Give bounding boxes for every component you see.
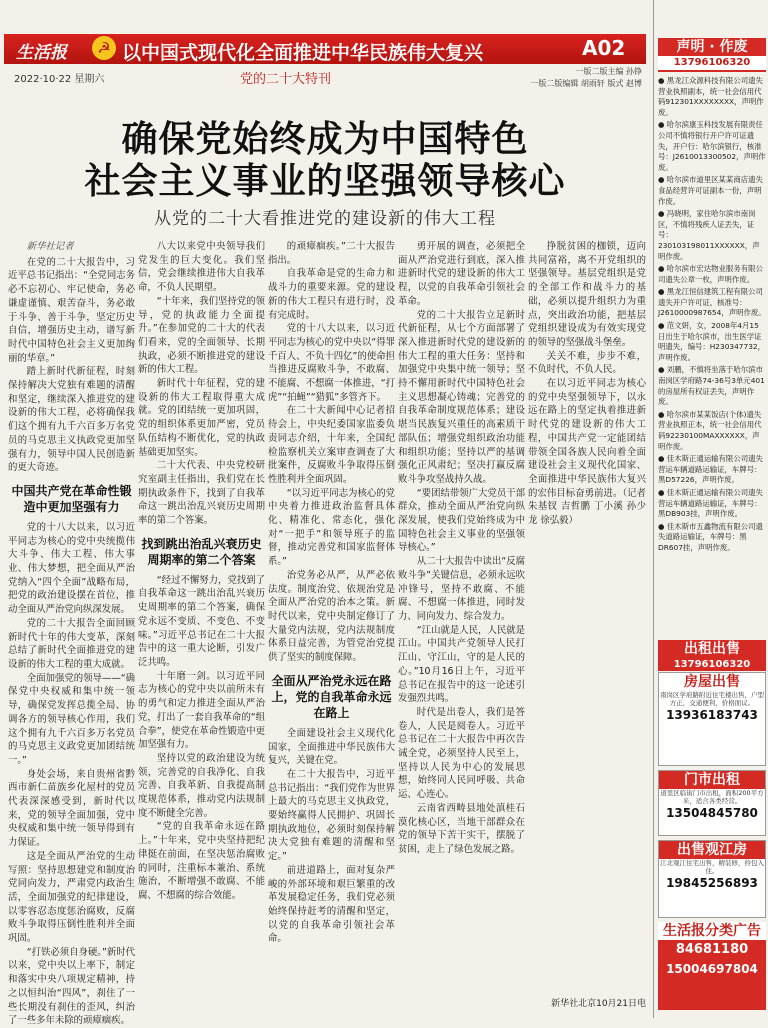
ad-text: 南岗区学府路附近住宅楼出售，户型方正，交通便利，价格面议。 <box>660 691 764 707</box>
ad-shop-rent <box>658 770 766 836</box>
paragraph: 新时代十年征程，党的建设新的伟大工程取得重大成就。党的团结统一更加巩固，党的组织体系更加严密，党员队伍结构不断优化，党的执政基础更加坚实。 <box>138 378 265 458</box>
ad-phone: 15004697804 <box>666 962 758 976</box>
paragraph: “以习近平同志为核心的党中央着力推进政治监督具体化、精准化、常态化，强化对“一把手”和领导班子的监督，推动完善党和国家监督体系。” <box>268 487 395 568</box>
notice-item: ● 哈尔滨康玉科技发展有限责任公司不慎将银行开户许可证遗失，开户行：哈尔滨银行，核准号：J2610013300502，声明作废。 <box>658 120 766 172</box>
paragraph: 全面加强党的领导——“确保党中央权威和集中统一领导，确保党发挥总揽全局、协调各方的领导核心作用，我们这个拥有九千六百多万名党员的马克思主义政党更加团结统一。” <box>8 672 135 766</box>
paragraph: 在二十大报告中，习近平总书记指出：“我们党作为世界上最大的马克思主义执政党，要始终赢得人民拥护、巩固长期执政地位，必须时刻保持解决大党独有难题的清醒和坚定。” <box>268 768 395 863</box>
paragraph: “党的自我革命永远在路上。”十年来，党中央坚持把纪律挺在前面，在坚决惩治腐败的同时，注重标本兼治、系统施治，不断增强不敢腐、不能腐、不想腐的综合效能。 <box>138 821 265 901</box>
dateline: 新华社北京10月21日电 <box>551 999 646 1009</box>
masthead <box>0 0 650 90</box>
paragraph: 在二十大新闻中心记者招待会上，中央纪委国家监委负责同志介绍，十年来，全国纪检监察机关立案审查调查了大批案件，反腐败斗争取得压倒性胜利并全面巩固。 <box>268 405 395 485</box>
paragraph: 身处会场，来自贵州省黔西市新仁苗族乡化屋村的党员代表深深感受到，新时代以来，党的领导全面加强，党中央权威和集中统一领导得到有力保证。 <box>8 768 135 849</box>
ad-classifieds <box>658 922 766 1010</box>
page-number: A02 <box>582 36 626 60</box>
article-column-4 <box>398 240 525 1010</box>
section-heading: 中国共产党在革命性锻造中更加坚强有力 <box>11 483 132 514</box>
paragraph: 党的十八大以来，以习近平同志为核心的党中央统揽伟大斗争、伟大工程、伟大事业、伟大梦想，把全面从严治党纳入“四个全面”战略布局，把党的政治建设摆在首位，推动全面从严治党向纵深发展。 <box>8 521 135 616</box>
ad-phone: 13936183743 <box>666 708 758 722</box>
editor-credits <box>522 66 642 90</box>
paragraph: 在以习近平同志为核心的党中央坚强领导下，以永远在路上的坚定执着推进新时代党的建设新的伟大工程，中国共产党一定能团结带领全国各族人民向着全面建设社会主义现代化国家、全面推进中华民族伟大复兴的宏伟目标奋勇前进。（记者 朱基钗 吉哲鹏 丁小溪 孙少龙 徐弘毅） <box>528 378 646 527</box>
article-column-1 <box>8 240 135 1027</box>
paragraph: “要团结带领广大党员干部群众，推动全面从严治党向纵深发展，使我们党始终成为中国特色社会主义事业的坚强领导核心。” <box>398 487 525 554</box>
paragraph: “江山就是人民，人民就是江山。中国共产党领导人民打江山、守江山，守的是人民的心。”10月16日上午，习近平总书记在报告中的这一论述引发强烈共鸣。 <box>398 624 525 705</box>
paragraph: 云南省西畴县地处滇桂石漠化核心区，当地干部群众在党的领导下苦干实干，摆脱了贫困，走上了绿色发展之路。 <box>398 802 525 855</box>
article-headline <box>0 118 650 202</box>
notice-item: ● 冯晓明，家住哈尔滨市南岗区，不慎将残疾人证丢失，证号：230103198011XXXXXX，声明作废。 <box>658 209 760 261</box>
paragraph: 前进道路上，面对复杂严峻的外部环境和艰巨繁重的改革发展稳定任务，我们党必须始终保持赶考的清醒和坚定，以党的自我革命引领社会革命。 <box>268 864 395 945</box>
article-column-5 <box>528 240 646 1010</box>
paragraph: 八大以来党中央领导我们党发生的巨大变化。我们坚信，党会继续推进伟大自我革命，不负人民期望。 <box>138 241 265 294</box>
ad-rent-sale <box>658 640 766 671</box>
banner-slogan: 以中国式现代化全面推进中华民族伟大复兴 <box>122 42 484 64</box>
notice-item: ● 佳木斯正通运输有限公司遗失营运车辆道路运输证，车牌号：黑D57226，声明作废。 <box>658 454 763 485</box>
classifieds-sidebar <box>653 0 768 1018</box>
notice-item: ● 刘鹏，不慎将坐落于哈尔滨市南岗区学府路74-36号3单元401的房屋所有权证丢失，声明作废。 <box>658 365 765 407</box>
ad-phone: 13504845780 <box>666 806 758 820</box>
ad-riverside-house <box>658 840 766 918</box>
ad-house-sale <box>658 672 766 766</box>
ad-title: 出售观江房 <box>659 841 765 859</box>
paragraph: 十年磨一剑。以习近平同志为核心的党中央以前所未有的勇气和定力推进全面从严治党，打出了一套自我革命的“组合拳”，使党在革命性锻造中更加坚强有力。 <box>138 670 265 751</box>
article-column-2 <box>138 240 265 1010</box>
notice-item: ● 佳木斯正通运输有限公司遗失营运车辆道路运输证，车牌号：黑DB903挂，声明作废。 <box>658 487 763 519</box>
headline-line: 确保党始终成为中国特色 <box>121 118 529 160</box>
paragraph: “打铁必须自身硬。”新时代以来，党中央以上率下，制定和落实中央八项规定精神，持之以恒纠治“四风”，刹住了一些长期没有刹住的歪风，纠治了一些多年未除的顽瘴痼疾。 <box>8 946 135 1027</box>
paragraph: 的顽瘴痼疾。”二十大报告指出。 <box>268 241 395 266</box>
newspaper-logo: 生活报 <box>16 43 67 63</box>
paragraph: 这是全面从严治党的生动写照：坚持思想建党和制度治党同向发力，严肃党内政治生活，全面加强党的纪律建设，以零容忍态度惩治腐败，反腐败斗争取得压倒性胜利并全面巩固。 <box>8 850 135 945</box>
ad-phone: 13796106320 <box>658 658 766 671</box>
paragraph: 坚持以党的政治建设为统领，完善党的自我净化、自我完善、自我革新、自我提高制度规范体系，推动党内法规制度不断健全完善。 <box>138 752 265 819</box>
paragraph: 党的二十大报告全面回顾新时代十年的伟大变革，深刻总结了新时代全面推进党的建设新的伟大工程的重大成就。 <box>8 617 135 670</box>
section-heading: 找到跳出治乱兴衰历史周期率的第二个答案 <box>141 536 262 567</box>
paragraph: “十年来，我们坚持党的领导，党的执政能力全面提升。”在参加党的二十大的代表们看来，党的全面领导、长期执政，必须不断推进党的建设新的伟大工程。 <box>138 295 265 376</box>
notice-item: ● 哈尔滨市某某饭店(个体)遗失营业执照正本，统一社会信用代码92230100MAXXXXXX，声明作废。 <box>658 409 762 451</box>
notice-item: ● 哈尔滨市宏达物业服务有限公司遗失公章一枚，声明作废。 <box>658 264 763 284</box>
paragraph: 时代是出卷人，我们是答卷人，人民是阅卷人。习近平总书记在二十大报告中再次告诫全党，必须坚持人民至上，坚持以人民为中心的发展思想，始终同人民同呼吸、共命运、心连心。 <box>398 706 525 801</box>
byline: 新华社记者 <box>26 241 74 252</box>
headline-line: 社会主义事业的坚强领导核心 <box>84 160 566 202</box>
editor-line: 一版二版编辑 胡雨轩 版式 赵博 <box>530 79 642 88</box>
paragraph: 挣脱贫困的枷锁，迈向共同富裕，离不开党组织的坚强领导。基层党组织是党的全部工作和战斗力的基础，必须以提升组织力为重点，突出政治功能，把基层党组织建设成为有效实现党的领导的坚强战斗堡垒。 <box>528 241 646 348</box>
ad-title: 门市出租 <box>659 771 765 789</box>
paragraph: 二十大代表、中央党校研究室副主任指出，我们党在长期执政条件下，找到了自我革命这一跳出治乱兴衰历史周期率的第二个答案。 <box>138 460 265 527</box>
paragraph: 在党的二十大报告中，习近平总书记指出：“全党同志务必不忘初心、牢记使命，务必谦虚谨慎、艰苦奋斗，务必敢于斗争、善于斗争，坚定历史自信，增强历史主动，谱写新时代中国特色社会主义更加绚丽的华章。” <box>8 256 135 364</box>
section-heading: 全面从严治党永远在路上，党的自我革命永远在路上 <box>271 673 392 720</box>
editor-line: 一版二版主编 孙铮 <box>575 67 642 76</box>
ad-phone: 19845256893 <box>666 876 758 890</box>
ad-title: 房屋出售 <box>684 674 740 690</box>
paragraph: 党的十八大以来，以习近平同志为核心的党中央以“得罪千百人、不负十四亿”的使命担当推进反腐败斗争，不敢腐、不能腐、不想腐一体推进，“打虎”“拍蝇”“猎狐”多管齐下。 <box>268 323 395 403</box>
paragraph: 从二十大报告中读出“反腐败斗争”关键信息，必须永远吹冲锋号，坚持不敢腐、不能腐、不想腐一体推进，同时发力、同向发力、综合发力。 <box>398 556 525 622</box>
paragraph: 治党务必从严，从严必依法度。制度治党、依规治党是全面从严治党的治本之策。新时代以来，党中央制定修订了大量党内法规，党内法规制度体系日益完善，为管党治党提供了坚实的制度保障。 <box>268 569 395 664</box>
paragraph: 关关不难，步步不难，不负时代，不负人民。 <box>528 350 646 376</box>
ad-title: 生活报分类广告 <box>658 922 766 940</box>
notice-item: ● 佳木斯市五鑫物流有限公司遗失道路运输证，车牌号：黑DR607挂，声明作废。 <box>658 521 763 552</box>
notices-title: 声明 · 作废 <box>676 39 748 55</box>
notice-item: ● 黑龙江恒信建筑工程有限公司遗失开户许可证，核准号：J2610000987654，声明作废。 <box>658 287 766 318</box>
paragraph: “经过不懈努力，党找到了自我革命这一跳出治乱兴衰历史周期率的第二个答案，确保党永远不变质、不变色、不变味。”习近平总书记在二十大报告中的这一重大论断，引发广泛共鸣。 <box>138 574 265 668</box>
paragraph: 全面建设社会主义现代化国家，全面推进中华民族伟大复兴，关键在党。 <box>268 727 395 767</box>
notice-item: ● 哈尔滨市道里区某某商店遗失食品经营许可证副本一份，声明作废。 <box>658 175 763 206</box>
ad-text: 道里区临街门市出租，面积200平方米，适合各类经营。 <box>660 789 764 805</box>
party-emblem-icon: ☭ <box>92 36 116 60</box>
special-edition-title: 党的二十大特刊 <box>240 72 332 87</box>
ad-text: 江北观江住宅出售，精装修，拎包入住。 <box>660 859 764 875</box>
paragraph: 踏上新时代新征程，时刻保持解决大党独有难题的清醒和坚定，继续深入推进党的建设新的伟大工程，必将确保我们这个拥有九千六百多万名党员的马克思主义执政党更加坚强有力，领导中国人民创造新的更大奇迹。 <box>8 366 135 474</box>
issue-date: 2022·10·22 星期六 <box>14 74 105 85</box>
notice-item: ● 范文妍，女，2008年4月15日出生于哈尔滨市，出生医学证明遗失，编号：H230347732，声明作废。 <box>658 321 766 362</box>
article-subhead: 从党的二十大看推进党的建设新的伟大工程 <box>154 209 496 229</box>
notice-list <box>658 76 766 636</box>
paragraph: 党的二十大报告立足新时代新征程，从七个方面部署了深入推进新时代党的建设新的伟大工程的重大任务：坚持和加强党中央集中统一领导；坚持不懈用新时代中国特色社会主义思想凝心铸魂；完善党的自我革命制度规范体系；建设堪当民族复兴重任的高素质干部队伍；增强党组织政治功能和组织功能；坚持以严的基调强化正风肃纪；坚决打赢反腐败斗争攻坚战持久战。 <box>398 309 525 485</box>
notice-item: ● 黑龙江众源科技有限公司遗失营业执照副本，统一社会信用代码912301XXXXXXXX，声明作废。 <box>658 76 764 117</box>
paragraph: 自我革命是党的生命力和战斗力的重要来源。党的建设新的伟大工程只有进行时，没有完成时。 <box>268 268 395 321</box>
ad-title: 出租出售 <box>658 640 766 658</box>
notices-header <box>658 38 766 72</box>
ad-phone: 84681180 <box>675 942 749 957</box>
notices-phone: 13796106320 <box>658 56 766 70</box>
paragraph: 勇开展的调查，必须把全面从严治党进行到底，深入推进新时代党的建设新的伟大工程，以党的自我革命引领社会革命。 <box>398 241 525 307</box>
article-column-3 <box>268 240 395 1010</box>
